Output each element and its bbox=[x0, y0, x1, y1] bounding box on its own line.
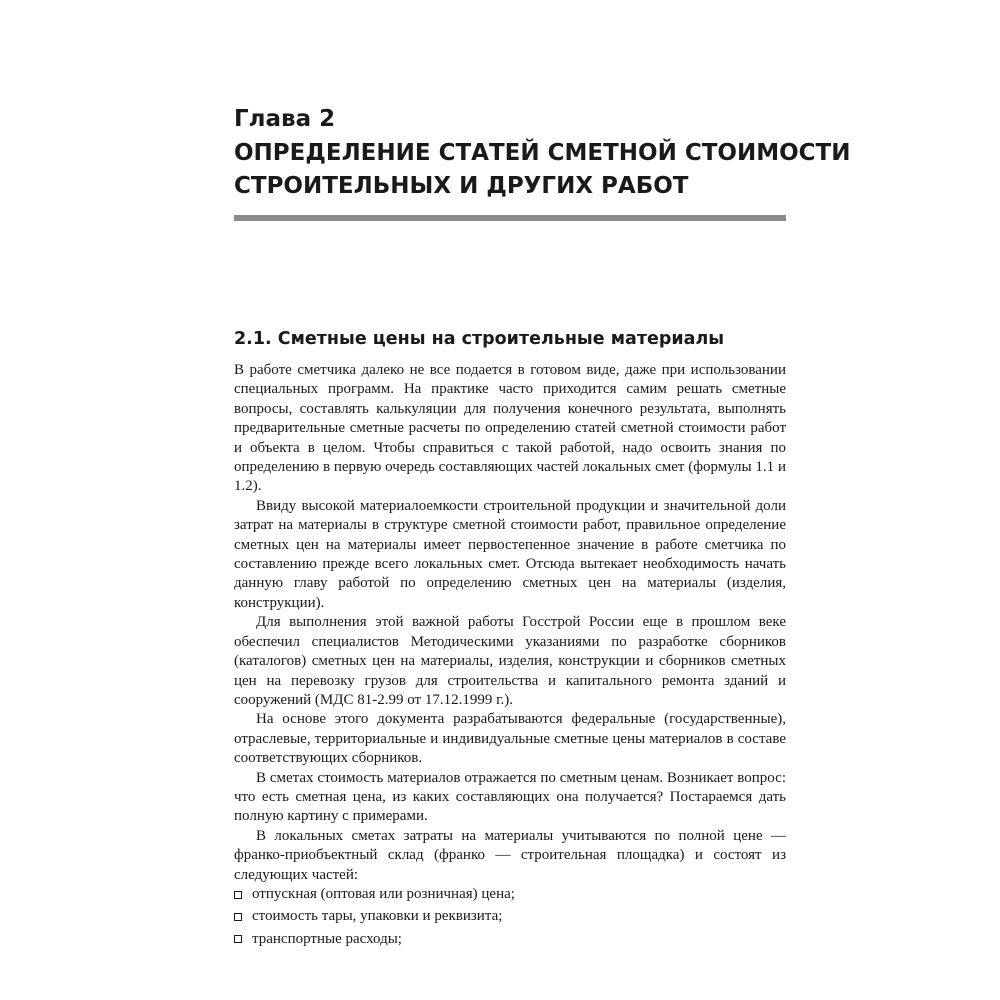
section-title: 2.1. Сметные цены на строительные материалы bbox=[234, 329, 725, 349]
checkbox-square-icon bbox=[234, 891, 242, 899]
paragraph-6: В локальных сметах затраты на материалы учитываются по полной цене — франко-приобъектный склад (франко — строительная площадка) и состоят из следующих частей: bbox=[234, 827, 786, 883]
checkbox-square-icon bbox=[234, 913, 242, 921]
paragraph-5: В сметах стоимость материалов отражается по сметным ценам. Возникает вопрос: что есть сметная цена, из каких составляющих она получается? Постараемся дать полную картину с примерами. bbox=[234, 769, 786, 825]
list-item-text: транспортные расходы; bbox=[252, 930, 402, 947]
list-item bbox=[234, 930, 786, 949]
paragraph-2: Ввиду высокой материалоемкости строительной продукции и значительной доли затрат на материалы в структуре сметной стоимости работ, правильное определение сметных цен на материалы имеет первостепенное значение в работе сметчика по составлению прежде всего локальных смет. Отсюда вытекает необходимость начать данную главу работой по определению сметных цен на материалы (изделия, конструкции). bbox=[234, 497, 786, 611]
bullet-list bbox=[234, 885, 786, 949]
chapter-rule bbox=[234, 215, 786, 221]
chapter-title-line-2: СТРОИТЕЛЬНЫХ И ДРУГИХ РАБОТ bbox=[234, 173, 689, 199]
chapter-title bbox=[234, 137, 851, 203]
list-item bbox=[234, 907, 786, 926]
body-text bbox=[234, 361, 786, 949]
chapter-title-line-1: ОПРЕДЕЛЕНИЕ СТАТЕЙ СМЕТНОЙ СТОИМОСТИ bbox=[234, 140, 851, 166]
list-item-text: отпускная (оптовая или розничная) цена; bbox=[252, 885, 515, 902]
paragraph-3: Для выполнения этой важной работы Госстрой России еще в прошлом веке обеспечил специалистов Методическими указаниями по разработке сборников (каталогов) сметных цен на материалы, изделия, конструкции и сборников сметных цен на перевозку грузов для строительства и капитального ремонта зданий и сооружений (МДС 81-2.99 от 17.12.1999 г.). bbox=[234, 614, 786, 708]
list-item bbox=[234, 885, 786, 904]
paragraph-4: На основе этого документа разрабатываются федеральные (государственные), отраслевые, территориальные и индивидуальные сметные цены материалов в составе соответствующих сборников. bbox=[234, 711, 786, 767]
paragraph-1: В работе сметчика далеко не все подается в готовом виде, даже при использовании специальных программ. На практике часто приходится самим решать сметные вопросы, составлять калькуляции для получения конечного результата, выполнять предварительные сметные расчеты по определению статей сметной стоимости работ и объекта в целом. Чтобы справиться с такой работой, надо освоить знания по определению в первую очередь составляющих частей локальных смет (формулы 1.1 и 1.2). bbox=[234, 362, 786, 495]
list-item-text: стоимость тары, упаковки и реквизита; bbox=[252, 908, 503, 925]
checkbox-square-icon bbox=[234, 935, 242, 943]
chapter-label: Глава 2 bbox=[234, 106, 336, 132]
page-content bbox=[234, 104, 851, 949]
